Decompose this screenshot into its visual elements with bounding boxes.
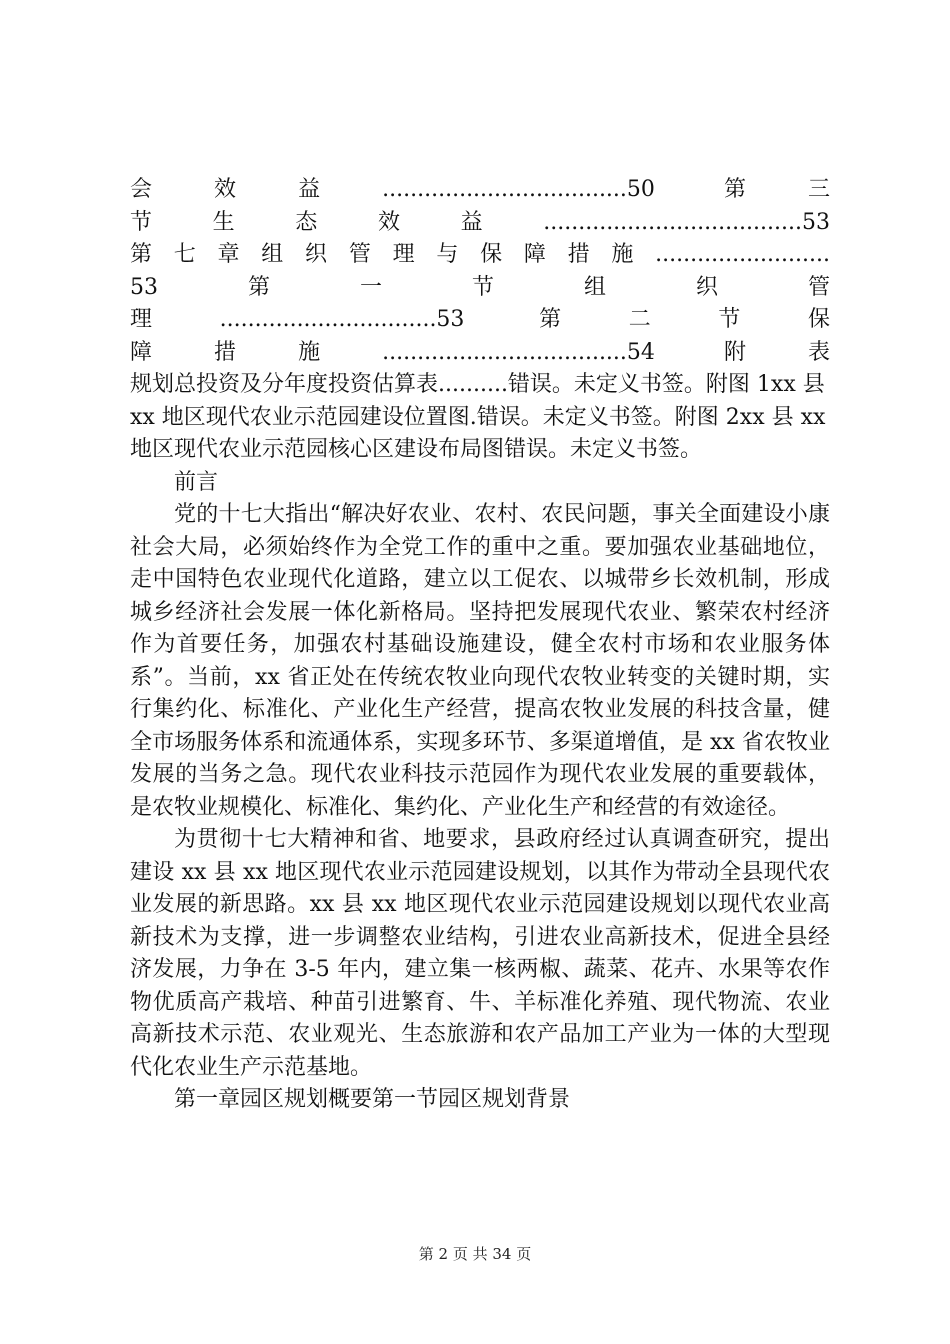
toc-line-section-one: 53 第 一 节 组 织 管 — [130, 274, 830, 300]
preface-paragraph-2: 为贯彻十七大精神和省、地要求，县政府经过认真调查研究，提出建设 xx 县 xx 地区现代农业示范园建设规划，以其作为带动全县现代农业发展的新思路。xx 县 xx 地区现代农业示范园建设规划以现代农业高新技术为支撑，进一步调整农业结构，引进农业高新技术，促进全县经济发展，力争在 3-5 年内，建立集一核两椒、蔬菜、花卉、水果等农作物优质高产栽培、种苗引进繁育、牛、羊标准化养殖、现代物流、农业高新技术示范、农业观光、生态旅游和农产品加工产业为一体的大型现代化农业生产示范基地。 — [130, 827, 830, 1080]
preface-title: 前言 — [174, 469, 219, 495]
page-content — [130, 174, 830, 1117]
toc-line-measures: 障措施...................................54 附表 — [130, 339, 830, 365]
toc-appendix-entries: 规划总投资及分年度投资估算表..........错误。未定义书签。附图 1xx 县 xx 地区现代农业示范园建设位置图.错误。未定义书签。附图 2xx 县 xx 地区现代农业示范园核心区建设布局图错误。未定义书签。 — [130, 372, 826, 462]
toc-line-management: 理...............................53 第二节保 — [130, 307, 830, 332]
chapter-one-heading: 第一章园区规划概要第一节园区规划背景 — [174, 1087, 571, 1112]
toc-line-social-benefit: 会效益...................................50 第三 — [130, 177, 830, 202]
toc-line-chapter-seven: 第七章组织管理与保障措施......................... — [130, 242, 830, 267]
page-footer: 第 2 页 共 34 页 — [418, 1245, 532, 1263]
preface-paragraph-1: 党的十七大指出“解决好农业、农村、农民问题，事关全面建设小康社会大局，必须始终作为全党工作的重中之重。要加强农业基础地位，走中国特色农业现代化道路，建立以工促农、以城带乡长效机制，形成城乡经济社会发展一体化新格局。坚持把发展现代农业、繁荣农村经济作为首要任务，加强农村基础设施建设，健全农村市场和农业服务体系”。当前，xx 省正处在传统农牧业向现代农牧业转变的关键时期，实行集约化、标准化、产业化生产经营，提高农牧业发展的科技含量，健全市场服务体系和流通体系，实现多环节、多渠道增值，是 xx 省农牧业发展的当务之急。现代农业科技示范园作为现代农业发展的重要载体，是农牧业规模化、标准化、集约化、产业化生产和经营的有效途径。 — [130, 502, 830, 820]
toc-line-ecological-benefit: 节生态效益.....................................53 — [130, 209, 830, 235]
